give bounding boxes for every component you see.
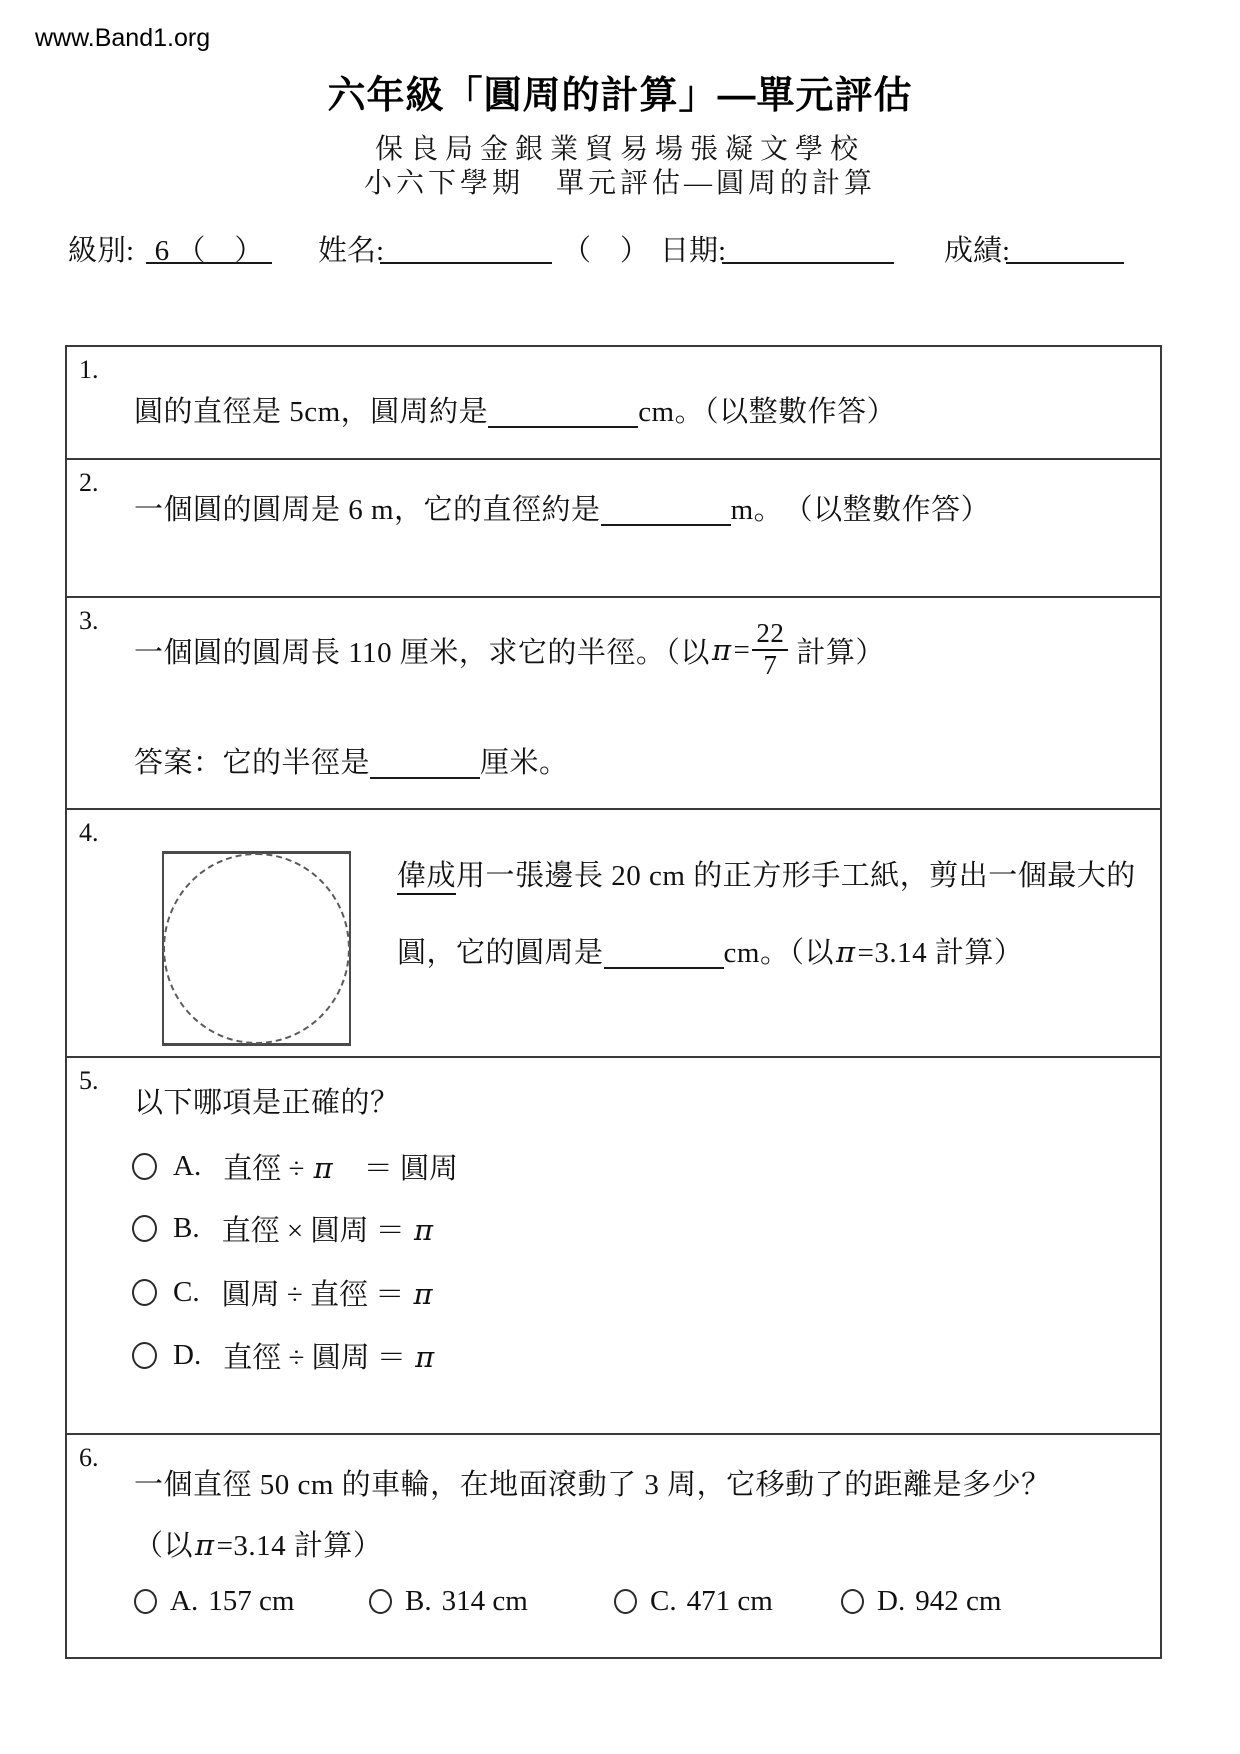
question-6-line2: （以π=3.14 計算） (134, 1528, 383, 1562)
option-d-label: D. (173, 1339, 202, 1371)
question-3-answer-after: 厘米。 (480, 747, 569, 779)
radio-circle-a[interactable] (132, 1153, 157, 1180)
question-3 (67, 598, 1160, 810)
name-field[interactable] (380, 228, 552, 264)
option-c-label: C. (173, 1276, 200, 1308)
question-2-answer-blank[interactable] (601, 494, 731, 526)
choice-row-c (614, 1585, 773, 1618)
choice-a-value: 157 cm (208, 1585, 295, 1617)
option-c-text: 圓周 ÷ 直徑 ＝ π (221, 1277, 433, 1311)
question-2-after: m。 （以整數作答） (730, 494, 991, 526)
choice-a-label: A. (170, 1585, 199, 1617)
choice-row-a (134, 1585, 294, 1618)
choice-c-label: C. (650, 1585, 677, 1617)
site-watermark: www.Band1.org (35, 24, 211, 52)
question-1-number: 1. (79, 355, 99, 384)
inscribed-dashed-circle (163, 853, 350, 1044)
question-4-line1 (397, 853, 1136, 894)
page-title: 六年級「圓周的計算」—單元評估 (327, 75, 913, 117)
question-4 (67, 810, 1160, 1058)
pi-symbol: π (711, 633, 732, 667)
name-paren: （ ） (562, 235, 650, 267)
question-3-answer-blank[interactable] (370, 747, 480, 779)
term-subtitle: 小六下學期 單元評估—圓周的計算 (363, 168, 876, 199)
question-5-prompt: 以下哪項是正確的？ (134, 1087, 400, 1119)
question-2-before: 一個圓的圓周是 6 m，它的直徑約是 (134, 494, 601, 526)
question-3-answer-line (134, 740, 569, 781)
choice-d-value: 942 cm (915, 1585, 1002, 1617)
option-b-label: B. (173, 1212, 200, 1244)
option-row-a (132, 1146, 458, 1187)
choice-circle-d[interactable] (841, 1589, 864, 1614)
fraction-22-over-7 (752, 620, 788, 679)
question-1-answer-blank[interactable] (488, 396, 638, 428)
question-1-text (134, 389, 896, 430)
radio-circle-d[interactable] (132, 1342, 157, 1369)
student-info-row (0, 228, 1240, 268)
school-name: 保良局金銀業貿易場張凝文學校 (374, 134, 865, 165)
option-d-text: 直徑 ÷ 圓周 ＝ π (223, 1340, 435, 1374)
question-3-number: 3. (79, 606, 99, 635)
question-3-text (134, 608, 885, 692)
option-a-label: A. (173, 1150, 202, 1182)
question-6-line1: 一個直徑 50 cm 的車輪，在地面滾動了 3 周，它移動了的距離是多少？ (134, 1469, 1051, 1501)
question-1 (67, 347, 1160, 460)
choice-circle-a[interactable] (134, 1589, 157, 1614)
radio-circle-c[interactable] (132, 1279, 157, 1306)
option-row-b (132, 1208, 435, 1249)
fraction-numerator: 22 (756, 618, 785, 649)
choice-d-label: D. (877, 1585, 906, 1617)
question-3-after: 計算） (796, 636, 885, 669)
choice-b-label: B. (405, 1585, 432, 1617)
choice-row-b (369, 1585, 528, 1618)
class-paren: （ ） (176, 235, 264, 267)
square-figure (162, 851, 351, 1046)
date-label: 日期: (660, 235, 727, 267)
question-4-line2 (397, 930, 1023, 971)
option-row-c (132, 1272, 435, 1313)
option-b-text: 直徑 × 圓周 ＝ π (221, 1213, 434, 1247)
student-name-underlined: 偉成 (397, 860, 456, 895)
name-label: 姓名: (318, 235, 385, 267)
question-3-answer-before: 答案：它的半徑是 (134, 747, 371, 779)
fraction-denominator: 7 (763, 650, 778, 680)
question-4-line2-before: 圓，它的圓周是 (397, 937, 604, 969)
date-field[interactable] (722, 228, 894, 264)
question-4-answer-blank[interactable] (604, 937, 724, 969)
choice-circle-b[interactable] (369, 1589, 392, 1614)
question-4-line1-rest: 用一張邊長 20 cm 的正方形手工紙，剪出一個最大的 (456, 860, 1136, 892)
score-field[interactable] (1006, 228, 1124, 264)
choice-c-value: 471 cm (686, 1585, 773, 1617)
choice-row-d (841, 1585, 1001, 1618)
question-2-number: 2. (79, 468, 99, 497)
question-6-number: 6. (79, 1443, 99, 1472)
choice-circle-c[interactable] (614, 1589, 637, 1614)
score-label: 成績: (944, 235, 1011, 267)
question-4-number: 4. (79, 818, 99, 847)
class-field[interactable] (146, 228, 272, 267)
question-table (65, 345, 1162, 1659)
question-1-after: cm。（以整數作答） (638, 396, 897, 428)
question-5-number: 5. (79, 1066, 99, 1095)
choice-b-value: 314 cm (441, 1585, 528, 1617)
option-a-text: 直徑 ÷ π ＝ 圓周 (223, 1151, 458, 1185)
radio-circle-b[interactable] (132, 1215, 157, 1242)
class-value: 6 (154, 235, 170, 267)
option-row-d (132, 1335, 436, 1376)
question-6 (67, 1435, 1160, 1657)
question-5 (67, 1058, 1160, 1435)
question-2-text (134, 487, 990, 528)
question-3-before: 一個圓的圓周長 110 厘米，求它的半徑。（以 (134, 636, 710, 669)
question-1-before: 圓的直徑是 5cm，圓周約是 (134, 396, 489, 428)
question-2 (67, 460, 1160, 598)
class-label: 級別: (68, 235, 135, 267)
equals-sign: = (733, 633, 751, 666)
question-4-line2-after: cm。（以π=3.14 計算） (723, 935, 1024, 969)
